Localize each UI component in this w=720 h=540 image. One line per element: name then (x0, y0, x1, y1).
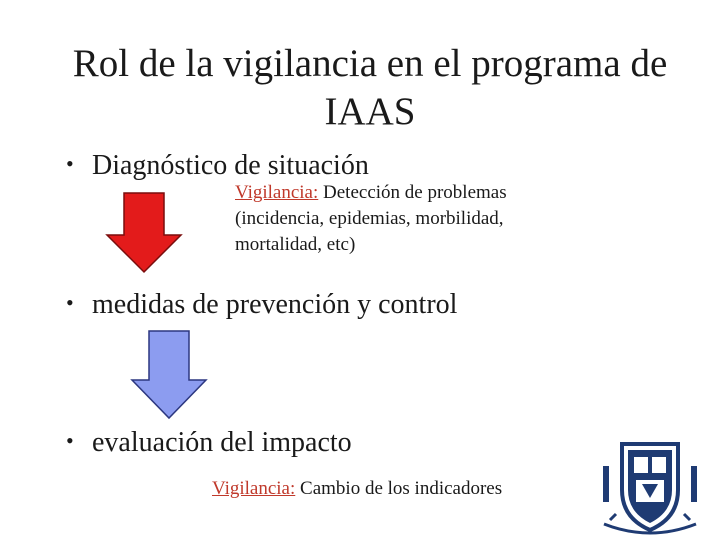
detail-text: Detección de problemas (318, 182, 507, 203)
detail-vigilancia-deteccion (235, 180, 595, 258)
bullet-evaluacion (66, 424, 352, 460)
bullet-text: Diagnóstico de situación (92, 150, 369, 181)
detail-text: Cambio de los indicadores (295, 478, 503, 499)
detail-line-3: mortalidad, etc) (235, 234, 356, 255)
bullet-medidas (66, 286, 457, 322)
bullet-dot: • (66, 290, 74, 315)
bullet-dot: • (66, 151, 74, 176)
slide-title-line-1: Rol de la vigilancia en el programa de (72, 42, 668, 85)
down-arrow-red-icon (105, 192, 183, 274)
detail-line-1 (235, 180, 595, 206)
bullet-text: medidas de prevención y control (92, 289, 458, 320)
bullet-dot: • (66, 428, 74, 453)
vigilancia-label: Vigilancia: (235, 182, 319, 203)
slide-title-line-2: IAAS (324, 90, 416, 133)
detail-vigilancia-indicadores (212, 476, 502, 502)
bullet-text: evaluación del impacto (92, 427, 352, 458)
detail-line-2: (incidencia, epidemias, morbilidad, (235, 208, 504, 229)
vigilancia-label: Vigilancia: (212, 478, 296, 499)
slide-title (40, 40, 700, 136)
university-logo-icon (596, 440, 704, 536)
down-arrow-blue-icon (130, 330, 208, 420)
bullet-diagnostico (66, 147, 369, 183)
